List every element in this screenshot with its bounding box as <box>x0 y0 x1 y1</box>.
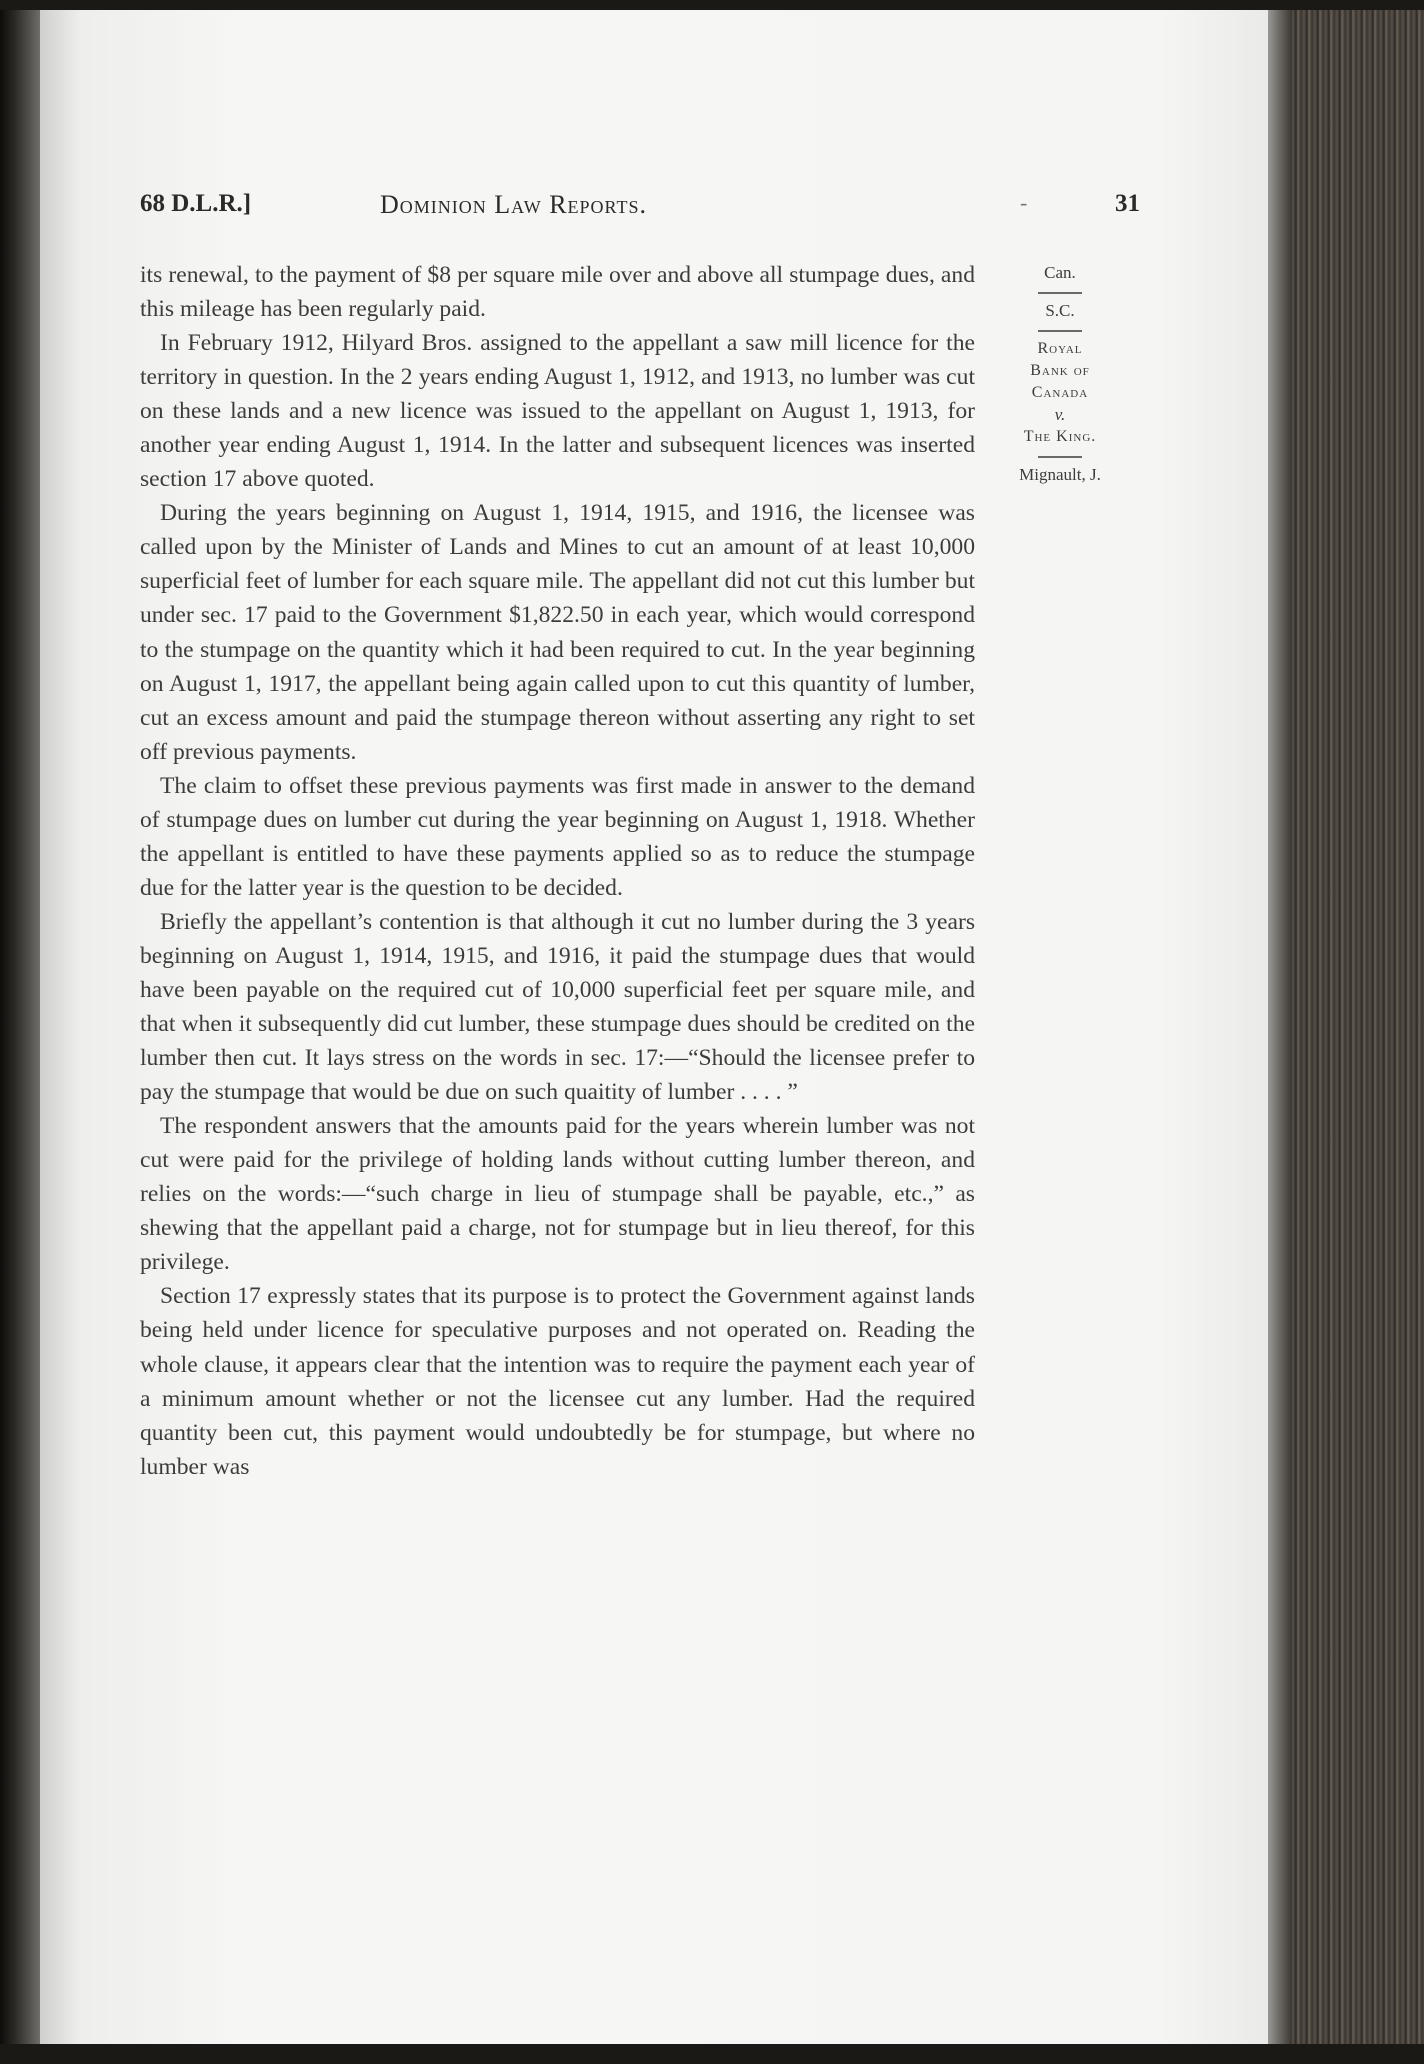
top-border <box>0 0 1424 10</box>
book-fore-edge <box>1268 0 1424 2064</box>
margin-rule <box>1038 292 1082 294</box>
running-header <box>140 190 1140 230</box>
margin-judge: Mignault, J. <box>1019 465 1101 484</box>
margin-rule <box>1038 330 1082 332</box>
margin-party-line: Royal <box>1037 340 1083 357</box>
margin-party-line: Bank of <box>1030 362 1090 379</box>
paragraph: During the years beginning on August 1, 1914, 1915, and 1916, the licensee was called upon by the Minister of Lands and Mines to cut an amount of at least 10,000 superficial feet of lumber for each square mile. The appellant did not cut this lumber but under sec. 17 paid to the Government $1,822.50 in each year, which would correspond to the stumpage on the quantity which it had been required to cut. In the year beginning on August 1, 1917, the appellant being again called upon to cut this quantity of lumber, cut an excess amount and paid the stumpage thereon without asserting any right to set off previous payments. <box>140 500 975 765</box>
bottom-border <box>0 2044 1424 2064</box>
paragraph: its renewal, to the payment of $8 per square mile over and above all stumpage dues, and this mileage has been regularly paid. <box>140 262 975 323</box>
running-title: Dominion Law Reports. <box>380 190 647 219</box>
body-text <box>140 258 975 1484</box>
paragraph: In February 1912, Hilyard Bros. assigned to the appellant a saw mill licence for the territory in question. In the 2 years ending August 1, 1912, and 1913, no lumber was cut on these lands and a new licence was issued to the appellant on August 1, 1913, for another year ending August 1, 1914. In the latter and subsequent licences was inserted section 17 above quoted. <box>140 330 975 493</box>
header-dash: - <box>1020 190 1028 215</box>
margin-division: S.C. <box>1045 301 1075 320</box>
paragraph: Briefly the appellant’s contention is that although it cut no lumber during the 3 years beginning on August 1, 1914, 1915, and 1916, it paid the stumpage dues that would have been payable on the required cut of 10,000 superficial feet per square mile, and that when it subsequently did cut lumber, these stumpage dues should be credited on the lumber then cut. It lays stress on the words in sec. 17:—“Should the licensee prefer to pay the stumpage that would be due on such quaitity of lumber . . . . ” <box>140 908 975 1106</box>
margin-versus: v. <box>1054 405 1066 424</box>
page-number: 31 <box>1115 190 1140 217</box>
paragraph: The claim to offset these previous payments was first made in answer to the demand of stumpage dues on lumber cut during the year beginning on August 1, 1918. Whether the appellant is entitled to have these payments applied so as to reduce the stumpage due for the latter year is the question to be decided. <box>140 772 975 901</box>
margin-rule <box>1038 456 1082 458</box>
margin-court: Can. <box>1044 263 1076 282</box>
volume-reference: 68 D.L.R.] <box>140 190 252 217</box>
paragraph: Section 17 expressly states that its purpose is to protect the Government against lands being held under licence for speculative purposes and not operated on. Reading the whole clause, it appears clear that the intention was to require the payment each year of a minimum amount whether or not the licensee cut any lumber. Had the required quantity been cut, this payment would undoubtedly be for stumpage, but where no lumber was <box>140 1283 975 1480</box>
margin-party-line: The King. <box>1023 428 1097 445</box>
margin-notes <box>1000 262 1120 486</box>
margin-party-line: Canada <box>1031 384 1089 401</box>
paragraph: The respondent answers that the amounts paid for the years wherein lumber was not cut were paid for the privilege of holding lands without cutting lumber thereon, and relies on the words:—“such charge in lieu of stumpage shall be payable, etc.,” as shewing that the appellant paid a charge, not for stumpage but in lieu thereof, for this privilege. <box>140 1113 975 1276</box>
